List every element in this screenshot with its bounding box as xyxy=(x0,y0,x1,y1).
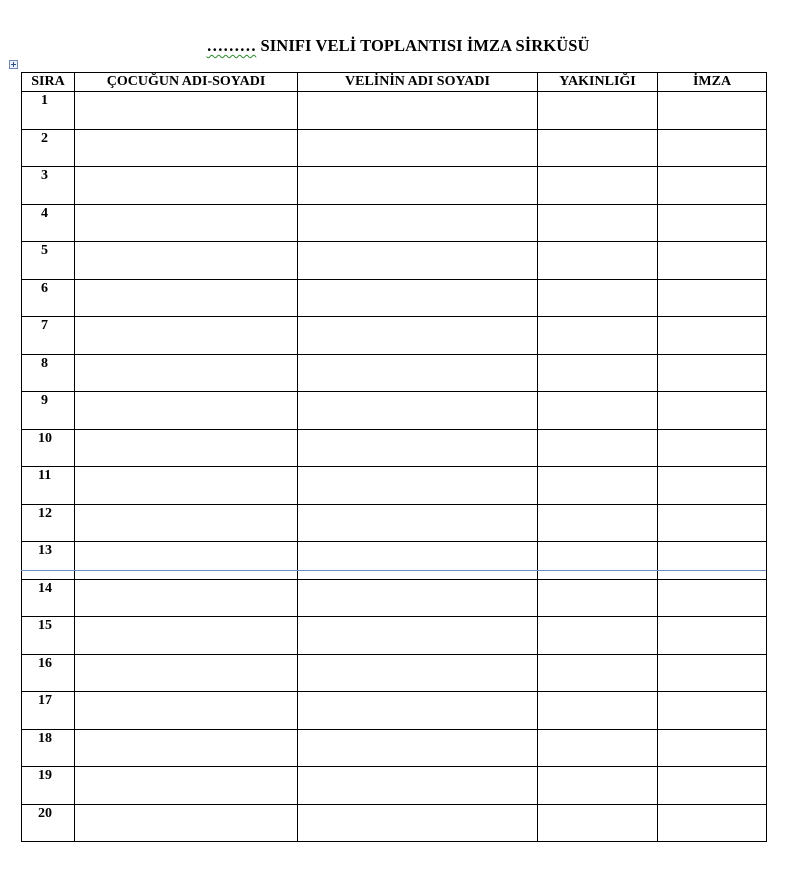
child-name-cell[interactable] xyxy=(75,692,298,730)
row-number: 16 xyxy=(22,654,75,692)
signature-cell[interactable] xyxy=(658,167,767,205)
signature-cell[interactable] xyxy=(658,504,767,542)
parent-name-cell[interactable] xyxy=(298,92,538,130)
title-blank-dots: ……… xyxy=(206,36,257,55)
parent-name-cell[interactable] xyxy=(298,279,538,317)
parent-name-cell[interactable] xyxy=(298,767,538,805)
table-row xyxy=(22,617,767,655)
table-header-row xyxy=(22,73,767,92)
row-number: 5 xyxy=(22,242,75,280)
table-row xyxy=(22,804,767,842)
row-number: 20 xyxy=(22,804,75,842)
row-number: 12 xyxy=(22,504,75,542)
table-row xyxy=(22,167,767,205)
table-move-handle-icon[interactable] xyxy=(9,60,18,69)
row-number: 11 xyxy=(22,467,75,505)
parent-name-cell[interactable] xyxy=(298,692,538,730)
row-number: 18 xyxy=(22,729,75,767)
row-number: 10 xyxy=(22,429,75,467)
table-row xyxy=(22,767,767,805)
table-row xyxy=(22,542,767,580)
page-break-line xyxy=(21,570,766,571)
relation-cell[interactable] xyxy=(538,167,658,205)
signature-cell[interactable] xyxy=(658,692,767,730)
relation-cell[interactable] xyxy=(538,429,658,467)
signature-cell[interactable] xyxy=(658,767,767,805)
signature-cell[interactable] xyxy=(658,429,767,467)
row-number: 14 xyxy=(22,579,75,617)
signature-cell[interactable] xyxy=(658,654,767,692)
title-text: SINIFI VELİ TOPLANTISI İMZA SİRKÜSÜ xyxy=(260,36,590,55)
table-row xyxy=(22,279,767,317)
document-title xyxy=(0,36,796,56)
header-relation: YAKINLIĞI xyxy=(538,73,658,92)
signature-cell[interactable] xyxy=(658,204,767,242)
signature-cell[interactable] xyxy=(658,467,767,505)
child-name-cell[interactable] xyxy=(75,467,298,505)
row-number: 8 xyxy=(22,354,75,392)
child-name-cell[interactable] xyxy=(75,204,298,242)
parent-name-cell[interactable] xyxy=(298,242,538,280)
signature-cell[interactable] xyxy=(658,542,767,580)
parent-name-cell[interactable] xyxy=(298,542,538,580)
parent-name-cell[interactable] xyxy=(298,204,538,242)
table-row xyxy=(22,317,767,355)
child-name-cell[interactable] xyxy=(75,392,298,430)
table-row xyxy=(22,729,767,767)
table-row xyxy=(22,654,767,692)
child-name-cell[interactable] xyxy=(75,279,298,317)
relation-cell[interactable] xyxy=(538,692,658,730)
signature-table xyxy=(21,72,767,842)
row-number: 17 xyxy=(22,692,75,730)
child-name-cell[interactable] xyxy=(75,654,298,692)
parent-name-cell[interactable] xyxy=(298,392,538,430)
child-name-cell[interactable] xyxy=(75,429,298,467)
signature-cell[interactable] xyxy=(658,92,767,130)
signature-cell[interactable] xyxy=(658,279,767,317)
parent-name-cell[interactable] xyxy=(298,317,538,355)
signature-cell[interactable] xyxy=(658,317,767,355)
row-number: 15 xyxy=(22,617,75,655)
relation-cell[interactable] xyxy=(538,354,658,392)
parent-name-cell[interactable] xyxy=(298,654,538,692)
row-number: 13 xyxy=(22,542,75,580)
parent-name-cell[interactable] xyxy=(298,729,538,767)
child-name-cell[interactable] xyxy=(75,729,298,767)
table-row xyxy=(22,204,767,242)
row-number: 7 xyxy=(22,317,75,355)
row-number: 19 xyxy=(22,767,75,805)
child-name-cell[interactable] xyxy=(75,167,298,205)
parent-name-cell[interactable] xyxy=(298,167,538,205)
table-row xyxy=(22,354,767,392)
relation-cell[interactable] xyxy=(538,317,658,355)
child-name-cell[interactable] xyxy=(75,504,298,542)
child-name-cell[interactable] xyxy=(75,542,298,580)
relation-cell[interactable] xyxy=(538,92,658,130)
parent-name-cell[interactable] xyxy=(298,504,538,542)
relation-cell[interactable] xyxy=(538,504,658,542)
row-number: 6 xyxy=(22,279,75,317)
child-name-cell[interactable] xyxy=(75,804,298,842)
table-row xyxy=(22,467,767,505)
table-row xyxy=(22,579,767,617)
relation-cell[interactable] xyxy=(538,204,658,242)
child-name-cell[interactable] xyxy=(75,579,298,617)
relation-cell[interactable] xyxy=(538,129,658,167)
row-number: 1 xyxy=(22,92,75,130)
header-signature: İMZA xyxy=(658,73,767,92)
row-number: 2 xyxy=(22,129,75,167)
child-name-cell[interactable] xyxy=(75,354,298,392)
relation-cell[interactable] xyxy=(538,242,658,280)
signature-cell[interactable] xyxy=(658,392,767,430)
table-row xyxy=(22,392,767,430)
relation-cell[interactable] xyxy=(538,279,658,317)
relation-cell[interactable] xyxy=(538,392,658,430)
signature-cell[interactable] xyxy=(658,354,767,392)
child-name-cell[interactable] xyxy=(75,317,298,355)
signature-cell[interactable] xyxy=(658,579,767,617)
table-row xyxy=(22,692,767,730)
relation-cell[interactable] xyxy=(538,467,658,505)
parent-name-cell[interactable] xyxy=(298,579,538,617)
relation-cell[interactable] xyxy=(538,617,658,655)
child-name-cell[interactable] xyxy=(75,129,298,167)
parent-name-cell[interactable] xyxy=(298,467,538,505)
parent-name-cell[interactable] xyxy=(298,354,538,392)
parent-name-cell[interactable] xyxy=(298,129,538,167)
relation-cell[interactable] xyxy=(538,579,658,617)
relation-cell[interactable] xyxy=(538,729,658,767)
child-name-cell[interactable] xyxy=(75,617,298,655)
table-row xyxy=(22,129,767,167)
header-parent-name: VELİNİN ADI SOYADI xyxy=(298,73,538,92)
parent-name-cell[interactable] xyxy=(298,429,538,467)
table-row xyxy=(22,242,767,280)
table-row xyxy=(22,92,767,130)
signature-cell[interactable] xyxy=(658,129,767,167)
row-number: 4 xyxy=(22,204,75,242)
child-name-cell[interactable] xyxy=(75,92,298,130)
signature-cell[interactable] xyxy=(658,804,767,842)
row-number: 3 xyxy=(22,167,75,205)
parent-name-cell[interactable] xyxy=(298,617,538,655)
child-name-cell[interactable] xyxy=(75,767,298,805)
relation-cell[interactable] xyxy=(538,767,658,805)
header-child-name: ÇOCUĞUN ADI-SOYADI xyxy=(75,73,298,92)
header-sira: SIRA xyxy=(22,73,75,92)
signature-cell[interactable] xyxy=(658,242,767,280)
child-name-cell[interactable] xyxy=(75,242,298,280)
parent-name-cell[interactable] xyxy=(298,804,538,842)
relation-cell[interactable] xyxy=(538,542,658,580)
table-row xyxy=(22,429,767,467)
relation-cell[interactable] xyxy=(538,804,658,842)
relation-cell[interactable] xyxy=(538,654,658,692)
signature-cell[interactable] xyxy=(658,729,767,767)
table-row xyxy=(22,504,767,542)
signature-cell[interactable] xyxy=(658,617,767,655)
row-number: 9 xyxy=(22,392,75,430)
